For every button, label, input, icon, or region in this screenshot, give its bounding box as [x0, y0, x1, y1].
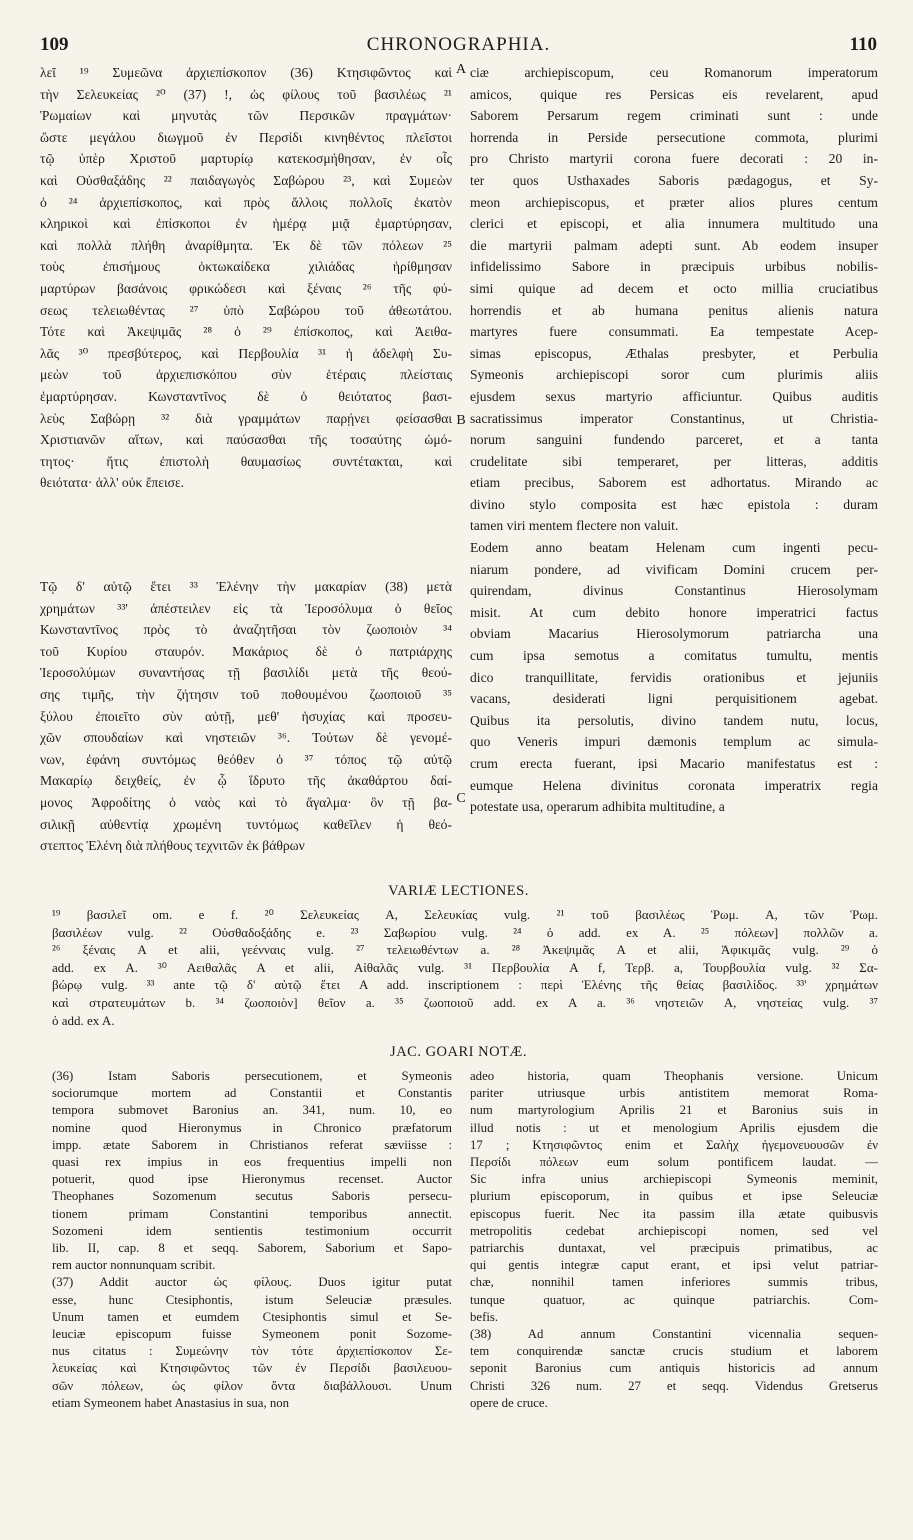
note-line: Unum tamen et eumdem Ctesiphontis simul et Se-: [52, 1309, 452, 1324]
latin-line: cum ipsa semotus a comitatus tumultu, mentis: [470, 648, 878, 664]
running-title: CHRONOGRAPHIA.: [366, 34, 551, 55]
greek-line: ξύλου ἐποιεῖτο σὺν αὐτῇ, μεθ' ἡσυχίας καὶ προσευ-: [40, 708, 452, 724]
latin-line: martyres fuere consummati. Ea tempestate Acep-: [470, 324, 878, 340]
greek-line: Ἱεροσολύμων συναντήσας τῇ βασιλίδι μετὰ τῆς θεού-: [40, 665, 452, 681]
greek-line: καὶ πολλὰ πλήθη ἀναρίθμητα. Ἐκ δὲ τῶν πόλεων ²⁵: [40, 237, 452, 253]
variant-line: ὁ add. ex A.: [52, 1012, 115, 1028]
note-line: illud notis : ut et menologium Aprilis ejusdem die: [470, 1120, 878, 1135]
note-line: adeo historia, quam Theophanis versione. Unicum: [470, 1069, 878, 1083]
latin-line: simas episcopus, Æthalas presbyter, et Perbulia: [470, 345, 878, 361]
latin-line: horrendis et ab humana penitus alienis natura: [470, 302, 878, 318]
note-line: Sic infra unius archiepiscopi Symeonis meminit,: [470, 1172, 878, 1187]
latin-line: eumque Helena divinitus coronata imperatrix regia: [470, 777, 878, 793]
greek-line: τὴν Σελευκείας ²⁰ (37) !, ὡς φίλους τοῦ βασιλέως ²¹: [40, 86, 452, 102]
greek-line: τοὺς ἐπισήμους ὀκτωκαίδεκα χιλιάδας ἠρίθμησαν: [40, 259, 452, 275]
margin-marker-c: C: [456, 791, 466, 806]
note-line: tionem primam Constantini temporibus annectit.: [52, 1206, 452, 1221]
note-line: λευκείας καὶ Κτησιφῶντος τῶν ἐν Περσίδι βασιλευου-: [52, 1361, 452, 1376]
greek-line: ἐμαρτύρησαν. Κωνσταντῖνος δὲ ὁ θειότατος βασι-: [40, 388, 452, 404]
latin-line: vacans, desiderati ligni perquisitionem agebat.: [470, 691, 878, 707]
greek-line: Χριστιανῶν αἵτων, καὶ παύσασθαι τῆς τοσαύτης ὠμό-: [40, 432, 452, 448]
latin-line: dico tranquillitate, fervidis orationibus et jejuniis: [470, 669, 878, 685]
note-line: metropolitis cedebat archiepiscopi nomen, sed vel: [470, 1223, 878, 1238]
greek-text-column: [40, 62, 452, 494]
note-line: (37) Addit auctor ὡς φίλους. Duos igitur putat: [52, 1275, 452, 1290]
latin-translation-column: [470, 62, 878, 818]
note-line: tunque quatuor, ac quinque patriarchis. Com-: [470, 1292, 878, 1307]
page-number-left: 109: [40, 34, 69, 55]
latin-line: quirendam, divinus Constantinus Hierosolymam: [470, 583, 878, 599]
variant-line: add. ex A. ³⁰ Αειθαλᾶς A et alii, Αἰθαλᾶς vulg. ³¹ Περβουλία A f, Τερβ. a, Τουρβουλία vulg. ³² Σα-: [52, 959, 878, 975]
greek-line: καὶ Οὐσθαξάδης ²² παιδαγωγὸς Σαβώρου ²³, καὶ Συμεὼν: [40, 172, 452, 188]
latin-line: ejusdem sexus martyrio afficiuntur. Quibus auditis: [470, 388, 878, 404]
greek-line: μονος Ἀφροδίτης ὁ ναὸς καὶ τὸ ἄγαλμα· ὃν τῇ βα-: [40, 794, 452, 810]
note-line: impp. ætate Saborem in Christianos referat sæviisse :: [52, 1137, 452, 1152]
note-line: quasi rex impius in eos frequentius impelli non: [52, 1155, 452, 1170]
notes-column-right: [470, 1068, 878, 1412]
greek-line: λεῖ ¹⁹ Συμεῶνα ἀρχιεπίσκοπον (36) Κτησιφῶντος καὶ: [40, 65, 452, 80]
note-line: Περσίδι πόλεων eum solum pontificem laudat. —: [470, 1155, 878, 1170]
greek-line: θειότατα· ἀλλ' οὐκ ἔπεισε.: [40, 475, 185, 491]
latin-line: crum erecta fuerant, ipsi Macario manifestatus est :: [470, 756, 878, 771]
variae-lectiones-heading: VARIÆ LECTIONES.: [388, 883, 529, 899]
note-line: nus citatus : Συμεώνην τὸν τότε ἀρχιεπίσκοπον Σε-: [52, 1344, 452, 1359]
greek-line: νων, ἐφάνη συντόμως θεόθεν ὁ ³⁷ τόπος τῷ αὐτῷ: [40, 751, 452, 767]
greek-line: τοῦ Κυρίου σταυρόν. Μακάριος δὲ ὁ πατριάρχης: [40, 643, 452, 659]
variant-line: ¹⁹ βασιλεῖ om. e f. ²⁰ Σελευκείας A, Σελευκίας vulg. ²¹ τοῦ βασιλέως Ῥωμ. A, τῶν Ῥωμ.: [52, 907, 878, 922]
greek-line: κληρικοὶ καὶ ἐπίσκοποι ἐν ἡμέρᾳ μιᾷ ἐμαρτύρησαν,: [40, 216, 452, 232]
note-line: befis.: [470, 1309, 499, 1324]
latin-line: amicos, quique res Persicas eis revelarent, apud: [470, 86, 878, 102]
latin-line: horrenda in Perside persecutione commota, plurimi: [470, 129, 878, 145]
notes-column-left: [52, 1068, 452, 1412]
note-line: esse, hunc Ctesiphontis, istum Seleuciæ præsules.: [52, 1292, 452, 1307]
latin-line: Quibus ita persolutis, divino tandem nutu, locus,: [470, 712, 878, 728]
latin-line: ciæ archiepiscopum, ceu Romanorum imperatorum: [470, 65, 878, 80]
variant-line: βώρῳ vulg. ³³ ante τῷ δ' αὐτῷ ἔτει A add. inscriptionem : περὶ Ἑλένης τῆς θείας βασιλίδος. ³³' χρημάτων: [52, 977, 878, 993]
greek-line: χρημάτων ³³' ἀπέστειλεν εἰς τὰ Ἱεροσόλυμα ὁ θεῖος: [40, 600, 452, 616]
note-line: leuciæ episcopum fuisse Symeonem ponit Sozome-: [52, 1327, 452, 1342]
latin-line: Symeonis archiepiscopi soror cum plurimis aliis: [470, 367, 878, 383]
note-line: Theophanes Sozomenum secutus Saboris persecu-: [52, 1189, 452, 1204]
note-line: (36) Istam Saboris persecutionem, et Symeonis: [52, 1069, 452, 1083]
note-line: seponit Baronius cum antiquis historicis ad annum: [470, 1361, 878, 1376]
note-line: opere de cruce.: [470, 1395, 548, 1410]
latin-line: crudelitate sibi temperaret, per litteras, additis: [470, 453, 878, 469]
greek-line: μαρτύρων βασάνοις φρικώδεσι καὶ ξέναις ²⁶ τῆς φύ-: [40, 280, 452, 296]
greek-line: Μακαρίῳ δειχθείς, ἐν ᾧ ἵδρυτο τῆς ἀκαθάρτου δαί-: [40, 773, 452, 789]
note-line: tempora submovet Baronius an. 341, num. 10, eo: [52, 1103, 452, 1118]
latin-line: infidelissimo Sabore in præcipuis urbibus nobilis-: [470, 259, 878, 275]
greek-line: μεὼν τοῦ ἀρχιεπισκόπου σὺν ἑτέραις πλείσταις: [40, 367, 452, 383]
latin-line: clerici et episcopi, et alia innumera multitudo una: [470, 216, 878, 232]
latin-line: ter quos Usthaxades Saboris pædagogus, et Sy-: [470, 172, 878, 188]
note-line: chæ, nonnihil tamen inferiores summis tribus,: [470, 1275, 878, 1290]
note-line: lib. II, cap. 8 et seqq. Saborem, Saborium et Sapo-: [52, 1241, 452, 1256]
latin-line: simi quique ad decem et octo millia cruciatibus: [470, 280, 878, 296]
latin-line: norum sanguini fundendo parceret, et a tanta: [470, 432, 878, 448]
note-line: σῶν πόλεων, ὡς φίλον ὄντα διαβάλλουσι. Unum: [52, 1378, 452, 1393]
latin-line: obviam Macarius Hierosolymorum patriarcha una: [470, 626, 878, 642]
latin-line: Eodem anno beatam Helenam cum ingenti pecu-: [470, 540, 878, 556]
page-header: [40, 34, 877, 60]
note-line: rem auctor nonnunquam scribit.: [52, 1258, 216, 1273]
note-line: episcopus fuerit. Nec ita passim illa ætate quibusvis: [470, 1206, 878, 1221]
latin-line: misit. At cum debito honore imperatrici factus: [470, 604, 878, 620]
note-line: 17 ; Κτησιφῶντος enim et Σαλὴχ ἡγεμονευουσῶν ἐν: [470, 1137, 878, 1152]
note-line: sociorumque mortem ad Constantii et Constantis: [52, 1086, 452, 1101]
page-number-right: 110: [849, 34, 877, 55]
variant-readings: [52, 906, 878, 1029]
note-line: tem conquirendæ sanctæ crucis studium et laborem: [470, 1344, 878, 1359]
latin-line: meon archiepiscopus, et præter alios plures centum: [470, 194, 878, 210]
greek-line: σεως τελειωθέντας ²⁷ ὑπὸ Σαβώρου τοῦ ἀθεωτάτου.: [40, 302, 452, 318]
greek-line: ὥστε μεγάλου διωγμοῦ ἐν Περσίδι κινηθέντος πλεῖστοι: [40, 129, 452, 145]
note-line: pariter utriusque urbis antistitem memorat Roma-: [470, 1086, 878, 1101]
greek-line: Τότε καὶ Ἀκεψιμᾶς ²⁸ ὁ ²⁹ ἐπίσκοπος, καὶ Ἀειθα-: [40, 324, 452, 340]
note-line: plurium episcoporum, in quibus et ipse Seleuciæ: [470, 1189, 878, 1204]
note-line: qui gentis integræ caput erant, et ipsi velut patriar-: [470, 1258, 878, 1273]
variant-line: βασιλέων vulg. ²² Οὐσθαδοξάδης e. ²³ Σαβωρίου vulg. ²⁴ ὁ add. ex A. ²⁵ πόλεων] πολλῶν a.: [52, 924, 878, 940]
latin-line: Saborem Persarum regem criminati sunt : unde: [470, 108, 878, 124]
greek-line: Κωνσταντῖνος πρὸς τὸ ἀναζητῆσαι τὸν ζωοποιὸν ³⁴: [40, 622, 452, 638]
margin-marker-b: B: [456, 413, 466, 428]
greek-line: σης τιμῆς, τὴν ζήτησιν τοῦ ποθουμένου ζωοποιοῦ ³⁵: [40, 686, 452, 702]
greek-line: χῶν σπουδαίων καὶ νηστειῶν ³⁶. Τούτων δὲ γενομέ-: [40, 730, 452, 746]
latin-line: tamen viri mentem flectere non valuit.: [470, 518, 679, 534]
latin-line: niarum pondere, ad vivificam Domini crucem per-: [470, 561, 878, 577]
greek-line: λᾶς ³⁰ πρεσβύτερος, καὶ Περβουλία ³¹ ἡ ἀδελφὴ Συ-: [40, 345, 452, 361]
variant-line: καὶ στρατευμάτων b. ³⁴ ζωοποιὸν] θεῖον a. ³⁵ ζωοποιοῦ add. ex A a. ³⁶ νηστειῶν A, νηστείας vulg. ³⁷: [52, 994, 878, 1010]
greek-line: στεπτος Ἑλένη διὰ πλήθους τεχνιτῶν ἐκ βάθρων: [40, 838, 305, 854]
latin-line: potestate usa, operarum adhibita multitudine, a: [470, 799, 725, 815]
note-line: patriarchis duntaxat, vel præcipuis primatibus, ac: [470, 1241, 878, 1256]
latin-line: die martyrii palmam adepti sunt. Ab eodem insuper: [470, 237, 878, 253]
greek-line: τητος· ἥτις ἐπιστολὴ θαυμασίως συντέτακται, καὶ: [40, 453, 452, 469]
greek-line: Ῥωμαίων καὶ μηνυτὰς τῶν Περσικῶν πραγμάτων·: [40, 108, 452, 124]
greek-line: σιλικῇ αὐθεντίᾳ χρωμένη τυντόμως καθεῖλεν ἡ θεό-: [40, 816, 452, 832]
variant-line: ²⁶ ξέναις A et alii, γεένναις vulg. ²⁷ τελειωθέντων a. ²⁸ Ἀκεψιμᾶς A et alii, Ἀφικιμᾶς vulg. ²⁹ ὁ: [52, 942, 878, 958]
latin-line: quo Veneris impuri dæmonis templum ac simula-: [470, 734, 878, 750]
notae-heading: JAC. GOARI NOTÆ.: [390, 1044, 527, 1060]
latin-line: etiam precibus, Saborem est adhortatus. Mirando ac: [470, 475, 878, 491]
note-line: (38) Ad annum Constantini vicennalia sequen-: [470, 1327, 878, 1342]
note-line: Christi 326 num. 27 et seqq. Videndus Gretserus: [470, 1378, 878, 1393]
greek-line: Τῷ δ' αὐτῷ ἔτει ³³ Ἑλένην τὴν μακαρίαν (38) μετὰ: [40, 579, 452, 594]
latin-line: sacratissimus imperator Constantinus, ut Christia-: [470, 410, 878, 426]
margin-marker-a: A: [455, 62, 467, 77]
note-line: etiam Symeonem habet Anastasius in sua, non: [52, 1395, 290, 1410]
greek-text-column-continued: [40, 576, 452, 857]
note-line: nomine quod Hieronymus in Chronico præfatorum: [52, 1120, 452, 1135]
greek-line: τῷ ὑπὲρ Χριστοῦ μαρτυρίῳ κατεκοσμήθησαν, ἐν οἷς: [40, 151, 452, 167]
greek-line: ὁ ²⁴ ἀρχιεπίσκοπος, καὶ πρὸς ἄλλοις πολλοῖς ἑκατὸν: [40, 194, 452, 210]
latin-line: pro Christo martyrii corona fuere decorati : 20 in-: [470, 151, 878, 167]
greek-line: λεὺς Σαβώρῃ ³² διὰ γραμμάτων παρῄνει φείσασθαι: [40, 410, 452, 426]
note-line: potuerit, quod ipse Hieronymus recenset. Auctor: [52, 1172, 452, 1187]
note-line: num martyrologium Aprilis 21 et Baronius suis in: [470, 1103, 878, 1118]
note-line: Sozomeni idem sentientis testimonium occurrit: [52, 1223, 452, 1238]
latin-line: divino stylo composita est hæc epistola : duram: [470, 496, 878, 512]
